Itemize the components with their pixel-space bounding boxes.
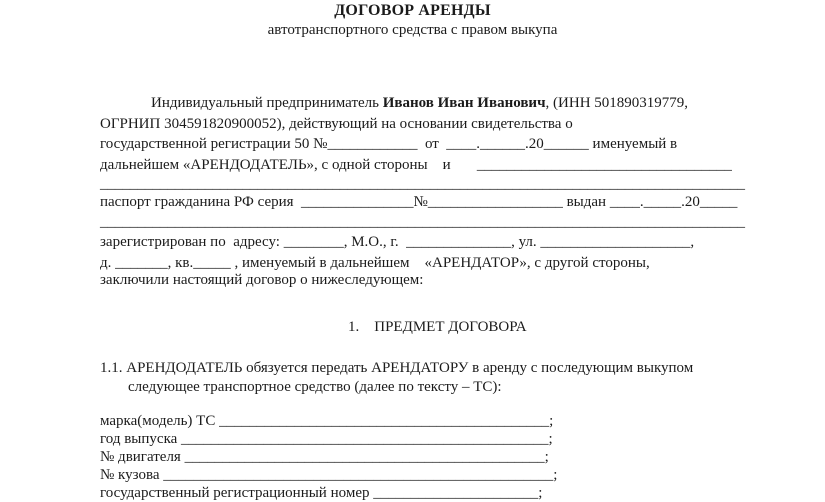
paragraph-line-3: государственной регистрации 50 №____________ от ____.______.20______ именуемый в	[100, 136, 678, 152]
paragraph-line-7: ______________________________________________________________________________________	[100, 214, 745, 230]
field-body-number: № кузова ____________________________________________________;	[100, 467, 558, 483]
field-registration-number: государственный регистрационный номер ______________________;	[100, 485, 543, 501]
section-heading: 1. ПРЕДМЕТ ДОГОВОРА	[348, 319, 527, 335]
paragraph-line-2: ОГРНИП 304591820900052), действующий на основании свидетельства о	[100, 116, 573, 132]
field-model: марка(модель) ТС ____________________________________________;	[100, 413, 554, 429]
field-engine-number: № двигателя ________________________________________________;	[100, 449, 549, 465]
paragraph-line-1: Индивидуальный предприниматель Иванов Иван Иванович, (ИНН 501890319779,	[151, 95, 689, 111]
clause-line-1: 1.1. АРЕНДОДАТЕЛЬ обязуется передать АРЕНДАТОРУ в аренду с последующим выкупом	[100, 360, 694, 376]
paragraph-line-5: ______________________________________________________________________________________	[100, 176, 745, 192]
paragraph-line-4: дальнейшем «АРЕНДОДАТЕЛЬ», с одной стороны и __________________________________	[100, 157, 732, 173]
lessor-name: Иванов Иван Иванович	[382, 95, 546, 111]
document-subtitle: автотранспортного средства с правом выкупа	[267, 22, 558, 38]
document-title: ДОГОВОР АРЕНДЫ	[334, 2, 491, 19]
paragraph-line-6: паспорт гражданина РФ серия _______________№__________________ выдан ____._____.20_____	[100, 194, 738, 210]
field-year: год выпуска _________________________________________________;	[100, 431, 553, 447]
paragraph-line-9: д. _______, кв._____ , именуемый в дальнейшем «АРЕНДАТОР», с другой стороны,	[100, 255, 650, 271]
clause-line-2: следующее транспортное средство (далее по тексту – ТС):	[128, 379, 502, 395]
paragraph-line-10: заключили настоящий договор о нижеследующем:	[100, 272, 424, 288]
paragraph-line-8: зарегистрирован по адресу: ________, М.О., г. ______________, ул. ____________________,	[100, 234, 695, 250]
